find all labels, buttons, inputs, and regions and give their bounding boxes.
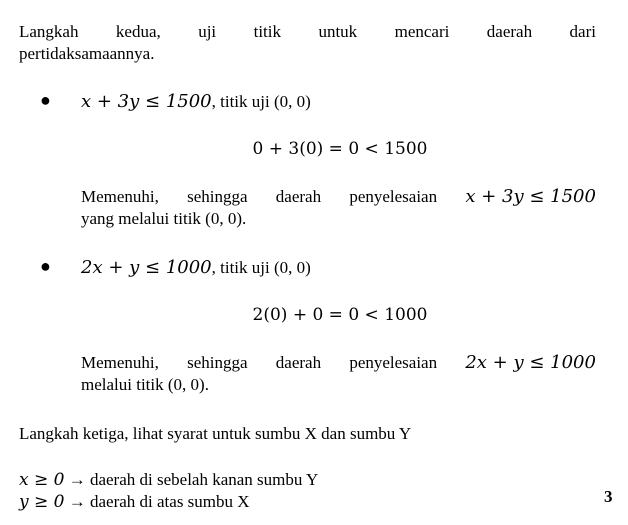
word: dari (569, 22, 596, 41)
word: Memenuhi, (81, 187, 159, 206)
conclusion-2-line-1 (81, 352, 596, 374)
bullet-icon: ● (40, 256, 51, 276)
item-2-heading (81, 257, 311, 279)
condition-y-math: y ≥ 0 (19, 492, 65, 512)
word: kedua, (115, 22, 161, 41)
word: Memenuhi, (81, 353, 159, 372)
conclusion-1 (81, 186, 596, 230)
equation-2 (0, 305, 628, 325)
word: mencari (394, 22, 450, 41)
page-number: 3 (604, 487, 613, 506)
item-1-heading (81, 91, 311, 113)
bullet-icon: ● (40, 90, 51, 110)
condition-y-text: → daerah di atas sumbu X (64, 492, 250, 511)
test-label-2: , titik uji (0, 0) (211, 258, 311, 277)
word: sehingga (187, 187, 248, 206)
word: daerah (275, 187, 322, 206)
equation-1-text: 0 + 3(0) = 0 < 1500 (252, 139, 428, 159)
step-3-text: Langkah ketiga, lihat syarat untuk sumbu X dan sumbu Y (19, 424, 412, 443)
word: daerah (275, 353, 322, 372)
conclusion-1-line-1 (81, 186, 596, 208)
equation-2-text: 2(0) + 0 = 0 < 1000 (252, 305, 428, 325)
word: penyelesaian (349, 187, 438, 206)
word: Langkah (19, 22, 79, 41)
word: titik (253, 22, 281, 41)
test-label-1: , titik uji (0, 0) (211, 92, 311, 111)
condition-y (19, 491, 250, 513)
conclusion-1-math: x + 3y ≤ 1500 (465, 186, 596, 207)
conclusion-1-line-2: yang melalui titik (0, 0). (81, 209, 247, 228)
conclusion-2 (81, 352, 596, 396)
equation-1 (0, 139, 628, 159)
inequality-2: 2x + y ≤ 1000 (81, 257, 212, 278)
conclusion-2-math: 2x + y ≤ 1000 (465, 352, 596, 373)
word: daerah (486, 22, 533, 41)
conclusion-2-line-2: melalui titik (0, 0). (81, 375, 209, 394)
word: penyelesaian (349, 353, 438, 372)
condition-x-math: x ≥ 0 (19, 470, 65, 490)
word: sehingga (187, 353, 248, 372)
intro-line-1 (19, 21, 596, 43)
intro-line-2: pertidaksamaannya. (19, 44, 155, 63)
inequality-1: x + 3y ≤ 1500 (81, 91, 212, 112)
condition-x-text: → daerah di sebelah kanan sumbu Y (64, 470, 319, 489)
word: uji (198, 22, 217, 41)
word: untuk (318, 22, 358, 41)
intro-paragraph (19, 21, 596, 65)
condition-x (19, 469, 318, 491)
